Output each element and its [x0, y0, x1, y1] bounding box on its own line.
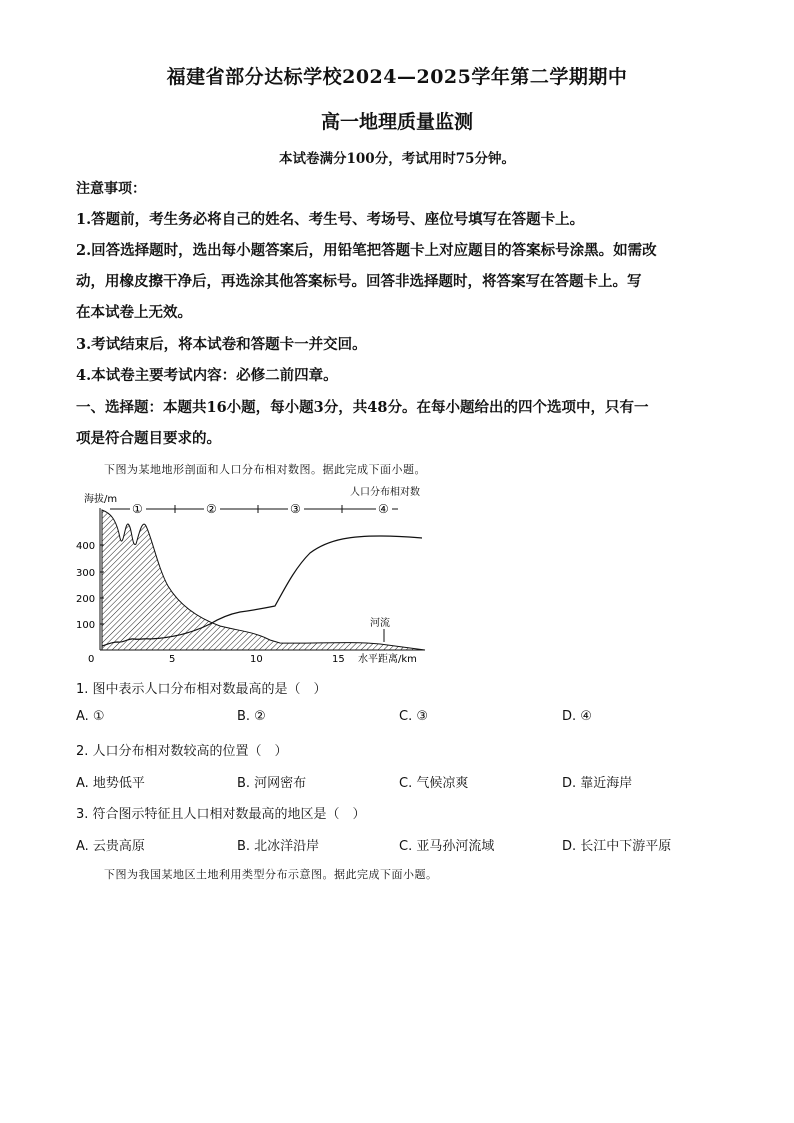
y-axis-label: 海拔/m [84, 494, 118, 505]
terrain-profile [102, 510, 425, 650]
x-tick-label: 10 [250, 654, 263, 665]
y-tick-label: 300 [76, 568, 96, 579]
notes-line: 在本试卷上无效。 [76, 304, 192, 321]
population-label: 人口分布相对数 [350, 487, 420, 498]
notes-line: 3.考试结束后，将本试卷和答题卡一并交回。 [76, 336, 367, 353]
option-d[interactable]: D. ④ [562, 709, 592, 724]
notes-line: 2.回答选择题时，选出每小题答案后，用铅笔把答题卡上对应题目的答案标号涂黑。如需改 [76, 242, 657, 259]
x-tick-label: 0 [88, 654, 95, 665]
figure-intro: 下图为某地地形剖面和人口分布相对数图。据此完成下面小题。 [104, 463, 426, 476]
exam-title: 福建省部分达标学校2024—2025学年第二学期期中 [166, 66, 628, 88]
option-c[interactable]: C. ③ [399, 709, 428, 724]
y-tick-label: 100 [76, 620, 96, 631]
question-stem: 3. 符合图示特征且人口相对数最高的地区是（ ） [76, 807, 366, 822]
option-a[interactable]: A. 地势低平 [76, 776, 145, 791]
y-tick-label: 200 [76, 594, 96, 605]
option-d[interactable]: D. 长江中下游平原 [562, 839, 672, 854]
x-tick-label: 15 [332, 654, 345, 665]
option-a[interactable]: A. ① [76, 709, 105, 724]
option-b[interactable]: B. 河网密布 [237, 776, 307, 791]
exam-subtitle: 本试卷满分100分，考试用时75分钟。 [279, 151, 515, 167]
option-c[interactable]: C. 亚马孙河流域 [399, 839, 495, 854]
section-heading: 一、选择题：本题共16小题，每小题3分，共48分。在每小题给出的四个选项中，只有一 [76, 399, 649, 416]
terrain-population-figure [76, 478, 440, 668]
option-c[interactable]: C. 气候凉爽 [399, 776, 469, 791]
section-heading-cont: 项是符合题目要求的。 [76, 430, 221, 447]
x-tick-label: 5 [169, 654, 176, 665]
river-label: 河流 [370, 618, 390, 629]
zone-label: ④ [378, 502, 389, 516]
option-d[interactable]: D. 靠近海岸 [562, 776, 633, 791]
notes-line: 1.答题前，考生务必将自己的姓名、考生号、考场号、座位号填写在答题卡上。 [76, 211, 585, 228]
zone-label: ② [206, 502, 217, 516]
notes-line: 动，用橡皮擦干净后，再选涂其他答案标号。回答非选择题时，将答案写在答题卡上。写 [76, 273, 642, 290]
exam-subject-title: 高一地理质量监测 [320, 111, 473, 133]
option-b[interactable]: B. 北冰洋沿岸 [237, 839, 320, 854]
x-axis-label: 水平距离/km [358, 654, 417, 665]
zone-label: ③ [290, 502, 301, 516]
notes-heading: 注意事项： [76, 181, 146, 197]
question-stem: 1. 图中表示人口分布相对数最高的是（ ） [76, 682, 327, 697]
zone-label: ① [132, 502, 143, 516]
y-tick-label: 400 [76, 541, 96, 552]
option-b[interactable]: B. ② [237, 709, 266, 724]
option-a[interactable]: A. 云贵高原 [76, 839, 145, 854]
figure-intro: 下图为我国某地区土地利用类型分布示意图。据此完成下面小题。 [104, 868, 438, 881]
notes-line: 4.本试卷主要考试内容：必修二前四章。 [76, 367, 338, 384]
question-stem: 2. 人口分布相对数较高的位置（ ） [76, 744, 288, 759]
